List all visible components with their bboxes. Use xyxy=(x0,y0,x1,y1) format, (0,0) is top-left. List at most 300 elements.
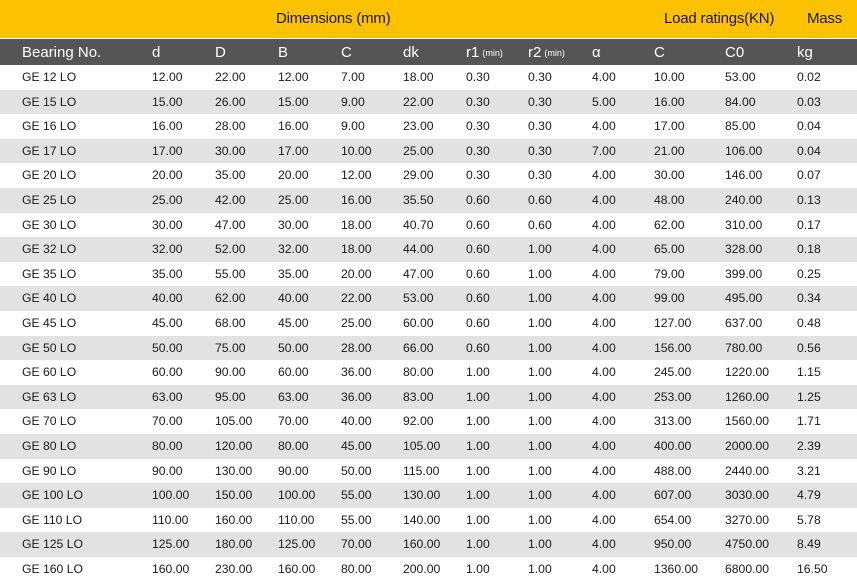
table-cell: 160.00 xyxy=(278,561,316,576)
table-cell: 68.00 xyxy=(215,315,246,330)
table-cell: 50.00 xyxy=(152,340,183,355)
table-cell: 4.00 xyxy=(592,365,616,380)
table-cell: 95.00 xyxy=(215,389,246,404)
table-cell: 0.60 xyxy=(528,217,552,232)
column-header xyxy=(654,44,665,61)
table-cell: 35.00 xyxy=(278,266,309,281)
table-cell: 50.00 xyxy=(341,463,372,478)
table-cell: 100.00 xyxy=(278,488,316,503)
table-cell: 7.00 xyxy=(341,70,365,84)
table-cell: 90.00 xyxy=(152,463,183,478)
table-cell: 4.00 xyxy=(592,561,616,576)
table-cell: 1260.00 xyxy=(725,389,770,404)
table-cell: 4.00 xyxy=(592,168,616,183)
column-header xyxy=(215,44,226,61)
table-cell: 1.00 xyxy=(528,561,552,576)
table-cell: 1.00 xyxy=(528,315,552,330)
table-cell: 80.00 xyxy=(152,438,183,453)
table-row xyxy=(0,409,857,434)
table-cell: 313.00 xyxy=(654,414,692,429)
table-row xyxy=(0,483,857,508)
table-cell: 1.00 xyxy=(528,365,552,380)
table-cell: 80.00 xyxy=(403,365,434,380)
table-cell: GE 60 LO xyxy=(22,365,77,380)
table-cell: 127.00 xyxy=(654,315,692,330)
table-cell: 23.00 xyxy=(403,119,434,134)
table-cell: 35.00 xyxy=(215,168,246,183)
table-cell: 0.30 xyxy=(466,168,490,183)
table-cell: 1360.00 xyxy=(654,561,699,576)
column-header-label: C0 xyxy=(725,44,745,61)
table-cell: 1.00 xyxy=(528,242,552,257)
table-cell: 80.00 xyxy=(278,438,309,453)
table-cell: 8.49 xyxy=(797,537,821,552)
table-cell: 0.60 xyxy=(528,192,552,207)
table-row xyxy=(0,139,857,164)
table-cell: 4.00 xyxy=(592,537,616,552)
table-cell: 30.00 xyxy=(152,217,183,232)
table-cell: 110.00 xyxy=(278,512,315,527)
table-cell: 30.00 xyxy=(278,217,309,232)
table-cell: 0.30 xyxy=(528,168,552,183)
table-cell: 1.00 xyxy=(528,414,552,429)
table-cell: 0.48 xyxy=(797,315,821,330)
table-cell: 29.00 xyxy=(403,168,434,183)
table-cell: 45.00 xyxy=(152,315,183,330)
table-cell: 48.00 xyxy=(654,192,685,207)
table-cell: 310.00 xyxy=(725,217,763,232)
table-cell: 150.00 xyxy=(215,488,253,503)
table-row xyxy=(0,532,857,557)
table-cell: GE 30 LO xyxy=(22,217,77,232)
dimensions-group-title: Dimensions (mm) xyxy=(276,10,391,27)
column-header-label: r2 xyxy=(528,44,542,61)
table-cell: 110.00 xyxy=(152,512,189,527)
table-cell: 1.00 xyxy=(528,291,552,306)
table-cell: 200.00 xyxy=(403,561,441,576)
table-cell: 47.00 xyxy=(403,266,434,281)
table-cell: 1.00 xyxy=(466,512,490,527)
table-cell: 15.00 xyxy=(278,94,309,109)
table-cell: GE 110 LO xyxy=(22,512,83,527)
table-cell: 120.00 xyxy=(215,438,253,453)
table-cell: 1.00 xyxy=(528,512,552,527)
table-cell: 637.00 xyxy=(725,315,763,330)
column-header-label: d xyxy=(152,44,161,61)
table-cell: 1.00 xyxy=(528,266,552,281)
table-cell: 4.00 xyxy=(592,414,616,429)
table-cell: 25.00 xyxy=(152,192,183,207)
table-cell: 245.00 xyxy=(654,365,692,380)
column-header xyxy=(278,44,288,61)
column-header xyxy=(403,44,419,61)
table-cell: GE 50 LO xyxy=(22,340,77,355)
table-cell: 495.00 xyxy=(725,291,763,306)
table-cell: 125.00 xyxy=(152,537,190,552)
table-cell: 12.00 xyxy=(341,168,372,183)
table-cell: 79.00 xyxy=(654,266,685,281)
table-cell: 4.00 xyxy=(592,217,616,232)
table-cell: 62.00 xyxy=(654,217,685,232)
table-cell: 26.00 xyxy=(215,94,246,109)
table-cell: 1.25 xyxy=(797,389,821,404)
table-cell: 1.00 xyxy=(466,537,490,552)
table-cell: 90.00 xyxy=(278,463,309,478)
table-cell: 0.13 xyxy=(797,192,821,207)
table-row xyxy=(0,262,857,287)
table-cell: GE 25 LO xyxy=(22,192,77,207)
table-cell: 18.00 xyxy=(341,242,372,257)
table-cell: 60.00 xyxy=(152,365,183,380)
table-cell: 70.00 xyxy=(152,414,183,429)
table-cell: 42.00 xyxy=(215,192,246,207)
table-cell: 1.00 xyxy=(528,340,552,355)
table-cell: 146.00 xyxy=(725,168,763,183)
table-cell: 3.21 xyxy=(797,463,821,478)
table-row xyxy=(0,90,857,115)
table-cell: 230.00 xyxy=(215,561,253,576)
table-cell: 399.00 xyxy=(725,266,763,281)
table-cell: 0.04 xyxy=(797,119,821,134)
table-cell: 35.50 xyxy=(403,192,434,207)
table-cell: 0.60 xyxy=(466,266,490,281)
table-cell: 140.00 xyxy=(403,512,441,527)
table-cell: 18.00 xyxy=(341,217,372,232)
column-header-label: D xyxy=(215,44,226,61)
table-row xyxy=(0,385,857,410)
table-cell: 0.30 xyxy=(528,143,552,158)
table-cell: 4.00 xyxy=(592,463,616,478)
table-body xyxy=(0,65,857,581)
table-cell: 4.00 xyxy=(592,340,616,355)
column-header-label: Bearing No. xyxy=(22,44,102,61)
table-row xyxy=(0,65,857,90)
table-cell: 85.00 xyxy=(725,119,756,134)
table-cell: GE 40 LO xyxy=(22,291,77,306)
table-cell: 4.79 xyxy=(797,488,821,503)
table-cell: GE 63 LO xyxy=(22,389,77,404)
table-cell: 0.30 xyxy=(466,94,490,109)
table-cell: 6800.00 xyxy=(725,561,770,576)
column-header xyxy=(528,44,565,61)
table-cell: 180.00 xyxy=(215,537,253,552)
table-cell: 66.00 xyxy=(403,340,434,355)
table-cell: 0.02 xyxy=(797,70,821,84)
table-cell: 63.00 xyxy=(152,389,183,404)
table-row xyxy=(0,360,857,385)
table-cell: 15.00 xyxy=(152,94,183,109)
table-cell: 25.00 xyxy=(403,143,434,158)
table-cell: 63.00 xyxy=(278,389,309,404)
table-cell: 160.00 xyxy=(215,512,253,527)
table-cell: 50.00 xyxy=(278,340,309,355)
column-header-sublabel: (min) xyxy=(482,48,503,58)
table-cell: 2.39 xyxy=(797,438,821,453)
table-cell: 0.30 xyxy=(528,119,552,134)
table-cell: 16.00 xyxy=(152,119,183,134)
table-cell: 52.00 xyxy=(215,242,246,257)
table-cell: GE 32 LO xyxy=(22,242,77,257)
table-row xyxy=(0,188,857,213)
table-cell: 22.00 xyxy=(403,94,434,109)
table-row xyxy=(0,286,857,311)
table-cell: 105.00 xyxy=(403,438,441,453)
table-cell: 0.34 xyxy=(797,291,821,306)
table-cell: 65.00 xyxy=(654,242,685,257)
table-cell: 4.00 xyxy=(592,266,616,281)
table-cell: GE 20 LO xyxy=(22,168,77,183)
column-header-label: kg xyxy=(797,44,813,61)
table-cell: 99.00 xyxy=(654,291,685,306)
table-cell: GE 16 LO xyxy=(22,119,77,134)
table-cell: 1220.00 xyxy=(725,365,770,380)
table-cell: 30.00 xyxy=(215,143,246,158)
table-cell: 488.00 xyxy=(654,463,692,478)
table-cell: 1.71 xyxy=(797,414,821,429)
table-cell: 160.00 xyxy=(403,537,441,552)
table-row xyxy=(0,114,857,139)
table-cell: 0.07 xyxy=(797,168,821,183)
table-cell: 253.00 xyxy=(654,389,692,404)
table-cell: 5.78 xyxy=(797,512,821,527)
table-cell: 4.00 xyxy=(592,389,616,404)
table-cell: 45.00 xyxy=(341,438,372,453)
table-cell: 0.30 xyxy=(466,119,490,134)
table-cell: 950.00 xyxy=(654,537,692,552)
table-cell: 1.00 xyxy=(528,389,552,404)
table-cell: 4.00 xyxy=(592,512,616,527)
table-cell: 240.00 xyxy=(725,192,763,207)
table-cell: 0.25 xyxy=(797,266,821,281)
column-header xyxy=(725,44,744,61)
table-cell: 654.00 xyxy=(654,512,692,527)
table-cell: 4.00 xyxy=(592,488,616,503)
table-cell: 4.00 xyxy=(592,438,616,453)
table-cell: 40.70 xyxy=(403,217,434,232)
table-cell: 0.30 xyxy=(528,70,552,84)
table-cell: 40.00 xyxy=(341,414,372,429)
table-cell: 60.00 xyxy=(403,315,434,330)
column-header-label: dk xyxy=(403,44,419,61)
table-cell: 35.00 xyxy=(152,266,183,281)
table-cell: 130.00 xyxy=(403,488,441,503)
table-cell: 22.00 xyxy=(341,291,372,306)
table-cell: 4.00 xyxy=(592,119,616,134)
table-cell: 53.00 xyxy=(403,291,434,306)
group-header-band xyxy=(0,0,857,38)
table-cell: 32.00 xyxy=(152,242,183,257)
column-header xyxy=(797,44,813,61)
column-header xyxy=(592,44,601,61)
table-cell: 4750.00 xyxy=(725,537,770,552)
table-cell: 1.00 xyxy=(466,414,490,429)
table-cell: 36.00 xyxy=(341,389,372,404)
table-cell: 75.00 xyxy=(215,340,246,355)
table-cell: 12.00 xyxy=(152,70,183,84)
table-cell: 16.50 xyxy=(797,561,828,576)
table-cell: 16.00 xyxy=(278,119,309,134)
table-cell: 28.00 xyxy=(215,119,246,134)
table-cell: 780.00 xyxy=(725,340,763,355)
table-cell: 1.15 xyxy=(797,365,821,380)
table-cell: 0.60 xyxy=(466,315,490,330)
table-cell: 80.00 xyxy=(341,561,372,576)
table-cell: 106.00 xyxy=(725,143,763,158)
table-cell: GE 100 LO xyxy=(22,488,83,503)
table-cell: 16.00 xyxy=(341,192,372,207)
table-cell: 5.00 xyxy=(592,94,616,109)
table-cell: 328.00 xyxy=(725,242,763,257)
table-cell: 1.00 xyxy=(466,488,490,503)
table-cell: 25.00 xyxy=(278,192,309,207)
table-cell: 160.00 xyxy=(152,561,190,576)
table-cell: 25.00 xyxy=(341,315,372,330)
column-header-label: C xyxy=(341,44,352,61)
table-cell: 92.00 xyxy=(403,414,434,429)
table-cell: 0.03 xyxy=(797,94,821,109)
table-row xyxy=(0,557,857,582)
table-cell: 156.00 xyxy=(654,340,692,355)
table-cell: 36.00 xyxy=(341,365,372,380)
table-cell: 9.00 xyxy=(341,119,365,134)
table-cell: GE 17 LO xyxy=(22,143,77,158)
mass-group-title: Mass xyxy=(807,10,843,27)
table-cell: 53.00 xyxy=(725,70,756,84)
table-cell: 1.00 xyxy=(528,537,552,552)
table-cell: 70.00 xyxy=(278,414,309,429)
table-cell: 4.00 xyxy=(592,315,616,330)
table-cell: 30.00 xyxy=(654,168,685,183)
table-cell: 44.00 xyxy=(403,242,434,257)
table-cell: 105.00 xyxy=(215,414,253,429)
table-cell: 7.00 xyxy=(592,143,616,158)
column-header-label: α xyxy=(592,44,601,61)
table-cell: 4.00 xyxy=(592,291,616,306)
table-cell: 22.00 xyxy=(215,70,246,84)
column-header-label: C xyxy=(654,44,665,61)
table-cell: 55.00 xyxy=(341,512,372,527)
table-cell: 3030.00 xyxy=(725,488,770,503)
table-cell: 0.04 xyxy=(797,143,821,158)
table-cell: 130.00 xyxy=(215,463,253,478)
table-cell: 607.00 xyxy=(654,488,692,503)
table-cell: 12.00 xyxy=(278,70,309,84)
table-cell: 1.00 xyxy=(528,438,552,453)
column-header-row xyxy=(0,39,857,65)
table-cell: 1.00 xyxy=(466,389,490,404)
table-cell: 17.00 xyxy=(152,143,183,158)
table-cell: 0.17 xyxy=(797,217,821,232)
table-cell: 20.00 xyxy=(152,168,183,183)
table-cell: 60.00 xyxy=(278,365,309,380)
column-header xyxy=(22,44,101,61)
table-cell: GE 15 LO xyxy=(22,94,77,109)
table-cell: 20.00 xyxy=(278,168,309,183)
table-row xyxy=(0,508,857,533)
table-cell: 32.00 xyxy=(278,242,309,257)
column-header-label: B xyxy=(278,44,289,61)
table-cell: 0.60 xyxy=(466,340,490,355)
table-cell: 16.00 xyxy=(654,94,685,109)
table-row xyxy=(0,459,857,484)
table-cell: 17.00 xyxy=(654,119,685,134)
column-header xyxy=(152,44,160,61)
table-cell: 45.00 xyxy=(278,315,309,330)
column-header xyxy=(341,44,352,61)
table-cell: 2440.00 xyxy=(725,463,770,478)
table-cell: 115.00 xyxy=(403,463,440,478)
column-header xyxy=(466,44,503,61)
table-cell: 3270.00 xyxy=(725,512,770,527)
table-cell: 55.00 xyxy=(215,266,246,281)
table-row xyxy=(0,336,857,361)
table-cell: 0.56 xyxy=(797,340,821,355)
table-cell: 1.00 xyxy=(466,438,490,453)
table-cell: 18.00 xyxy=(403,70,434,84)
table-cell: GE 70 LO xyxy=(22,414,77,429)
table-cell: 0.60 xyxy=(466,242,490,257)
table-cell: 20.00 xyxy=(341,266,372,281)
table-cell: 21.00 xyxy=(654,143,685,158)
table-cell: 1.00 xyxy=(466,365,490,380)
table-cell: GE 45 LO xyxy=(22,315,77,330)
table-cell: 100.00 xyxy=(152,488,190,503)
table-cell: 9.00 xyxy=(341,94,365,109)
table-cell: 125.00 xyxy=(278,537,316,552)
table-cell: 2000.00 xyxy=(725,438,770,453)
table-cell: 0.18 xyxy=(797,242,821,257)
table-row xyxy=(0,311,857,336)
table-cell: 1.00 xyxy=(466,463,490,478)
table-cell: 40.00 xyxy=(278,291,309,306)
table-row xyxy=(0,163,857,188)
table-cell: 70.00 xyxy=(341,537,372,552)
table-row xyxy=(0,434,857,459)
table-cell: GE 35 LO xyxy=(22,266,77,281)
column-header-sublabel: (min) xyxy=(544,48,565,58)
table-row xyxy=(0,213,857,238)
table-cell: 1.00 xyxy=(528,463,552,478)
table-cell: 0.60 xyxy=(466,291,490,306)
table-cell: 83.00 xyxy=(403,389,434,404)
table-cell: 90.00 xyxy=(215,365,246,380)
column-header-label: r1 xyxy=(466,44,480,61)
table-cell: 10.00 xyxy=(654,70,685,84)
table-row xyxy=(0,237,857,262)
table-cell: GE 12 LO xyxy=(22,70,77,84)
table-cell: 400.00 xyxy=(654,438,692,453)
table-cell: 0.60 xyxy=(466,192,490,207)
table-cell: 4.00 xyxy=(592,70,616,84)
table-cell: 28.00 xyxy=(341,340,372,355)
table-cell: 0.30 xyxy=(466,70,490,84)
table-cell: 55.00 xyxy=(341,488,372,503)
table-cell: 1560.00 xyxy=(725,414,770,429)
table-cell: GE 90 LO xyxy=(22,463,77,478)
table-cell: 1.00 xyxy=(528,488,552,503)
table-cell: 17.00 xyxy=(278,143,309,158)
table-cell: 0.30 xyxy=(528,94,552,109)
table-cell: GE 125 LO xyxy=(22,537,83,552)
table-cell: 0.60 xyxy=(466,217,490,232)
table-cell: 62.00 xyxy=(215,291,246,306)
table-cell: GE 160 LO xyxy=(22,561,83,576)
table-cell: 1.00 xyxy=(466,561,490,576)
table-cell: 4.00 xyxy=(592,192,616,207)
table-cell: 10.00 xyxy=(341,143,372,158)
table-cell: 47.00 xyxy=(215,217,246,232)
table-cell: 4.00 xyxy=(592,242,616,257)
